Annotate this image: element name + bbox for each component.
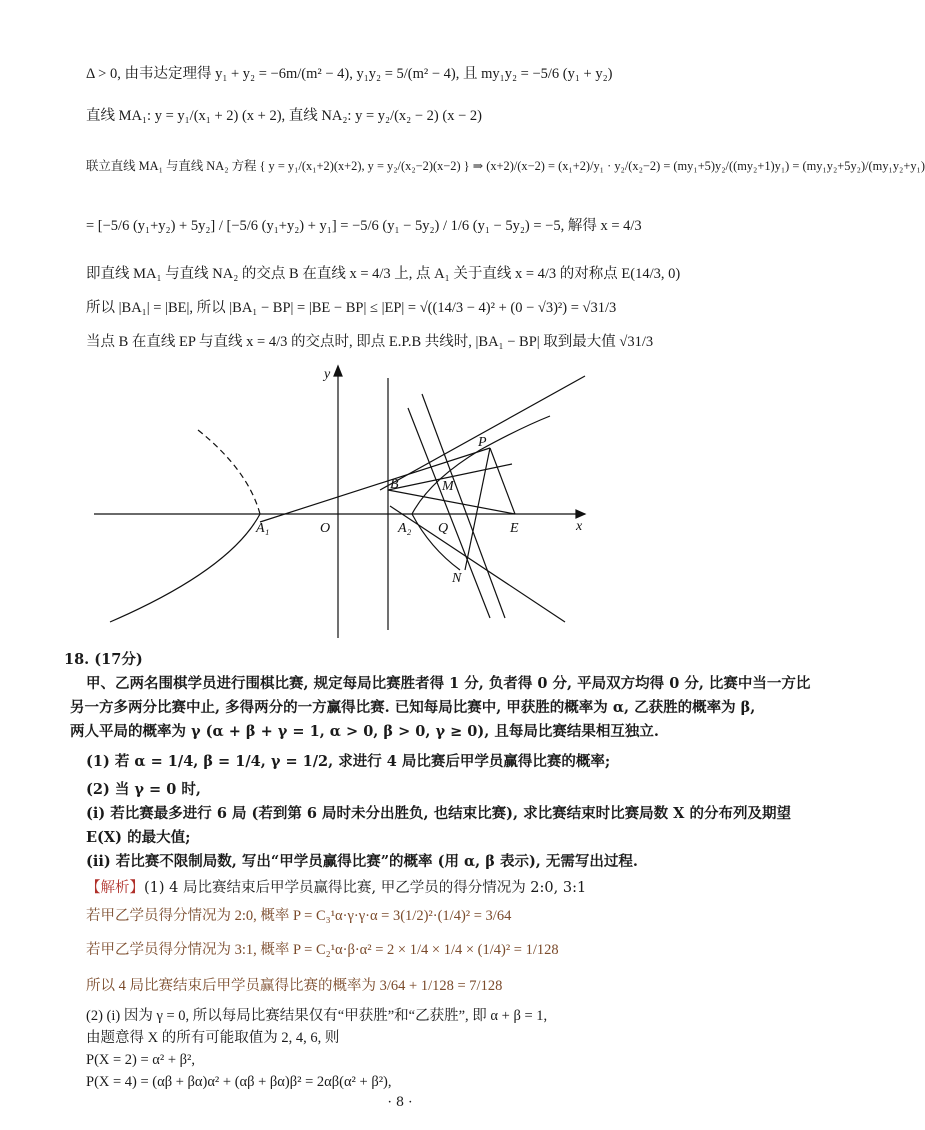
label-x: x xyxy=(576,519,583,534)
line-P-E xyxy=(490,448,515,514)
sol17-line2: 直线 MA₁: y = y₁/(x₁ + 2) (x + 2), 直线 NA₂: y = y₂/(x₂ − 2) (x − 2) xyxy=(86,108,482,124)
hyperbola-figure xyxy=(80,360,600,642)
sol18-s3: 若甲乙学员得分情况为 3:1, 概率 P = C₂¹α·β·α² = 2 × 1/4 × 1/4 × (1/4)² = 1/128 xyxy=(86,942,559,958)
sol18-s1: (1) 4 局比赛结束后甲学员赢得比赛, 甲乙学员的得分情况为 2:0, 3:1 xyxy=(144,880,587,896)
problem18-heading: 18. (17分) xyxy=(64,651,143,668)
sol18-line1 xyxy=(86,878,586,898)
sol17-line4: = [−5/6 (y₁+y₂) + 5y₂] / [−5/6 (y₁+y₂) + y₁] = −5/6 (y₁ − 5y₂) / 1/6 (y₁ − 5y₂) = −5, 解得 x = 4/3 xyxy=(86,218,642,234)
sol18-s6: 由题意得 X 的所有可能取值为 2, 4, 6, 则 xyxy=(86,1030,340,1046)
problem18-q2ii: (ii) 若比赛不限制局数, 写出“甲学员赢得比赛”的概率 (用 α, β 表示), 无需写出过程. xyxy=(86,853,638,870)
problem18-q2i-a: (i) 若比赛最多进行 6 局 (若到第 6 局时未分出胜负, 也结束比赛), 求比赛结束时比赛局数 X 的分布列及期望 xyxy=(86,805,791,822)
sol17-line5: 即直线 MA₁ 与直线 NA₂ 的交点 B 在直线 x = 4/3 上, 点 A₁ 关于直线 x = 4/3 的对称点 E(14/3, 0) xyxy=(86,266,681,282)
sol18-s8: P(X = 4) = (αβ + βα)α² + (αβ + βα)β² = 2αβ(α² + β²), xyxy=(86,1074,392,1090)
label-M: M xyxy=(442,479,454,494)
hyperbola-left-upper xyxy=(198,430,260,514)
hyperbola-right-upper xyxy=(412,416,550,514)
page-number: · 8 · xyxy=(387,1095,413,1110)
label-origin: O xyxy=(320,521,331,536)
sol17-line3: 联立直线 MA₁ 与直线 NA₂ 方程 { y = y₁/(x₁+2)(x+2), y = y₂/(x₂−2)(x−2) } ⇒ (x+2)/(x−2) = (x₁+2)/y₁ · y₂/(x₂−2) = (my₁+5)y₂/((my₂+1)y₁) = (my₁y₂+5y₂)/(my₁y₂+y₁) xyxy=(86,159,925,173)
problem18-stem3: 两人平局的概率为 γ (α + β + γ = 1, α > 0, β > 0, γ ≥ 0), 且每局比赛结果相互独立. xyxy=(70,723,659,740)
sol17-line1: Δ > 0, 由韦达定理得 y₁ + y₂ = −6m/(m² − 4), y₁y₂ = 5/(m² − 4), 且 my₁y₂ = −5/6 (y₁ + y₂) xyxy=(86,66,613,82)
label-B: B xyxy=(390,477,399,492)
sol17-line7: 当点 B 在直线 EP 与直线 x = 4/3 的交点时, 即点 E.P.B 共线时, |BA₁ − BP| 取到最大值 √31/3 xyxy=(86,334,654,350)
sol18-s5: (2) (i) 因为 γ = 0, 所以每局比赛结果仅有“甲获胜”和“乙获胜”, 即 α + β = 1, xyxy=(86,1008,548,1024)
sol18-s2: 若甲乙学员得分情况为 2:0, 概率 P = C₃¹α·γ·γ·α = 3(1/2)²·(1/4)² = 3/64 xyxy=(86,908,512,924)
problem18-stem1: 甲、乙两名围棋学员进行围棋比赛, 规定每局比赛胜者得 1 分, 负者得 0 分, 平局双方均得 0 分, 比赛中当一方比 xyxy=(86,675,811,692)
x-axis-arrow xyxy=(576,510,585,518)
sol18-s4: 所以 4 局比赛结束后甲学员赢得比赛的概率为 3/64 + 1/128 = 7/128 xyxy=(86,978,503,994)
label-N: N xyxy=(452,571,462,586)
label-y: y xyxy=(324,367,331,382)
label-P: P xyxy=(478,435,487,450)
problem18-q1: (1) 若 α = 1/4, β = 1/4, γ = 1/2, 求进行 4 局比赛后甲学员赢得比赛的概率; xyxy=(86,753,611,770)
analysis-tag: 【解析】 xyxy=(86,880,144,896)
hyperbola-left-lower xyxy=(110,514,260,622)
label-A2: A₂ xyxy=(398,521,412,536)
y-axis-arrow xyxy=(334,366,342,376)
line-through-N-3 xyxy=(390,506,565,622)
problem18-q2i-b: E(X) 的最大值; xyxy=(86,829,191,846)
sol18-s7: P(X = 2) = α² + β², xyxy=(86,1052,196,1068)
problem18-q2: (2) 当 γ = 0 时, xyxy=(86,781,201,798)
label-Q: Q xyxy=(438,521,449,536)
label-E: E xyxy=(510,521,519,536)
figure-labels xyxy=(255,367,583,586)
problem18-stem2: 另一方多两分比赛中止, 多得两分的一方赢得比赛. 已知每局比赛中, 甲获胜的概率为 α, 乙获胜的概率为 β, xyxy=(70,699,756,716)
sol17-line6: 所以 |BA₁| = |BE|, 所以 |BA₁ − BP| = |BE − BP| ≤ |EP| = √((14/3 − 4)² + (0 − √3)²) = √31/3 xyxy=(86,300,617,316)
label-A1: A₁ xyxy=(256,521,270,536)
